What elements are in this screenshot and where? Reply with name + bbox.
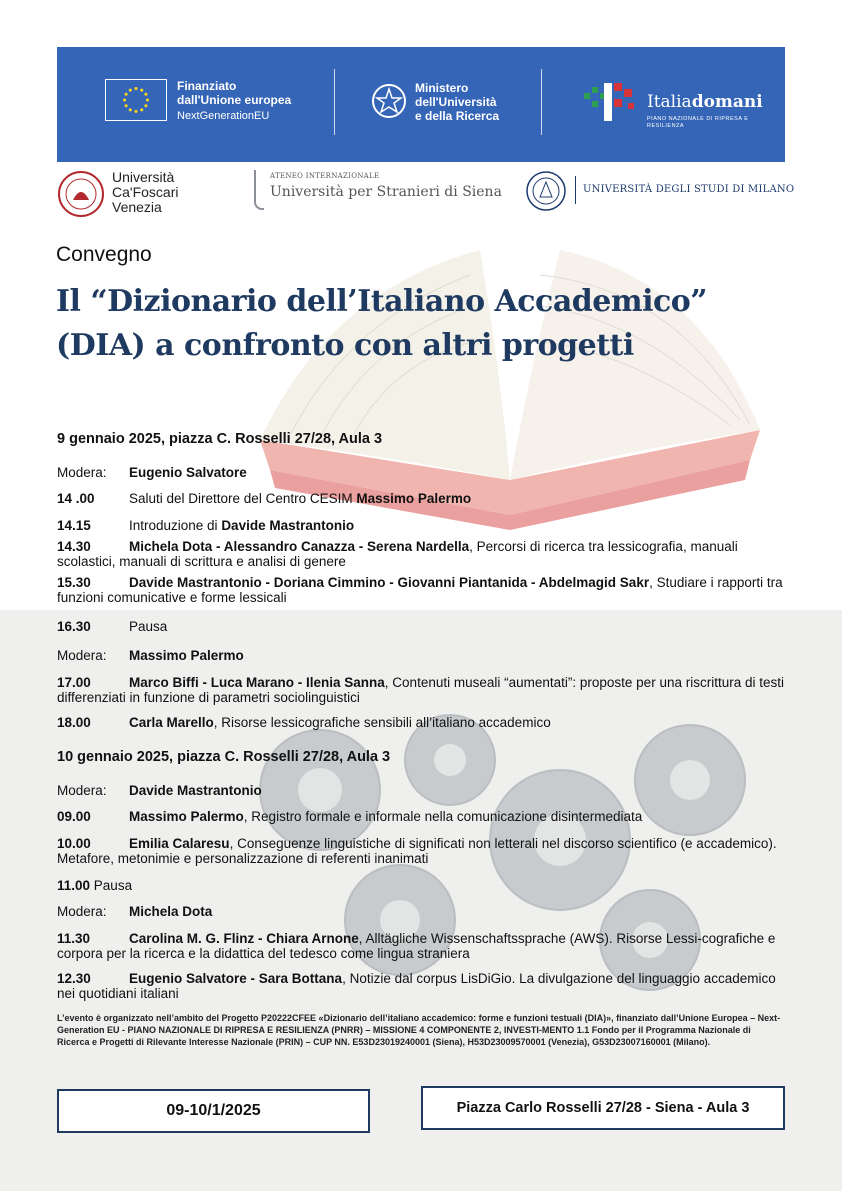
event-kicker: Convegno xyxy=(56,243,152,266)
ca-foscari-logo-text: Università Ca'Foscari Venezia xyxy=(112,169,179,215)
stranieri-logo-mark xyxy=(254,170,264,210)
stranieri-logo-subtitle: ATENEO INTERNAZIONALE xyxy=(270,172,380,180)
program-item: 17.00 Marco Biffi - Luca Marano - Ilenia Sanna, Contenuti museali “aumentati”: proposte per una riscrittura di testi differenziati in funzione di parametri sociolinguistici xyxy=(57,675,784,705)
unimi-logo-text: UNIVERSITÀ DEGLI STUDI DI MILANO xyxy=(583,184,795,195)
eu-funding-text: Finanziato dall'Unione europea NextGenerationEU xyxy=(177,79,292,122)
program-item: 14 .00 Saluti del Direttore del Centro CESIM Massimo Palermo xyxy=(57,491,472,506)
program-item: 12.30 Eugenio Salvatore - Sara Bottana, Notizie dal corpus LisDiGio. La divulgazione del linguaggio accademico nei quotidiani italiani xyxy=(57,971,776,1001)
event-dates-box: 09-10/1/2025 xyxy=(57,1089,370,1133)
banner-divider xyxy=(541,69,542,135)
day2-heading: 10 gennaio 2025, piazza C. Rosselli 27/28, Aula 3 xyxy=(57,749,391,765)
ca-foscari-seal-icon xyxy=(57,170,105,218)
program-item: Modera: Eugenio Salvatore xyxy=(57,465,247,480)
program-item: 11.00 Pausa xyxy=(57,878,133,893)
italian-emblem-icon xyxy=(371,83,407,119)
funding-banner xyxy=(57,47,785,162)
page-title: Il “Dizionario dell’Italiano Accademico” (DIA) a confronto con altri progetti xyxy=(56,284,708,363)
program-item: 09.00 Massimo Palermo, Registro formale e informale nella comunicazione disintermediata xyxy=(57,809,643,824)
program-item: 14.15 Introduzione di Davide Mastrantonio xyxy=(57,518,355,533)
eu-flag-icon xyxy=(105,79,167,121)
program-item: 10.00 Emilia Calaresu, Conseguenze linguistiche di significati non letterali nel discorso scientifico (e accademico). Metafore, metonimie e personalizzazione di referenti inanimati xyxy=(57,836,777,866)
day1-heading: 9 gennaio 2025, piazza C. Rosselli 27/28, Aula 3 xyxy=(57,431,383,447)
italiadomani-wordmark: Italiadomani xyxy=(647,92,763,112)
funding-footnote: L’evento è organizzato nell’ambito del Progetto P20222CFEE «Dizionario dell’italiano accademico: forme e funzioni testuali (DIA)», finanziato dall’Unione Europea – Next-Generation EU - PIANO NAZIONALE DI RIPRESA E RESILIENZA (PNRR) – MISSIONE 4 COMPONENTE 2, INVESTI-MENTO 1.1 Fondo per il Programma Nazionale di Ricerca e Progetti di Rilevante Interesse Nazionale (PRIN) – CUP NN. E53D23019240001 (Siena), H53D23009570001 (Venezia), G53D23007160001 (Milano). xyxy=(57,1013,781,1047)
italiadomani-logo-icon xyxy=(582,79,642,125)
program-item: Modera: Massimo Palermo xyxy=(57,648,244,663)
stranieri-logo-text: Università per Stranieri di Siena xyxy=(270,184,502,200)
program-item: 16.30 Pausa xyxy=(57,619,168,634)
unimi-divider xyxy=(575,176,576,204)
program-item: 11.30 Carolina M. G. Flinz - Chiara Arnone, Alltägliche Wissenschaftssprache (AWS). Risorse Lessi-cografiche e corpora per la ricerca e la didattica del tedesco come lingua straniera xyxy=(57,931,776,961)
italiadomani-subtitle: PIANO NAZIONALE DI RIPRESA E RESILIENZA xyxy=(647,116,749,129)
program-item: 15.30 Davide Mastrantonio - Doriana Cimmino - Giovanni Piantanida - Abdelmagid Sakr, Studiare i rapporti tra funzioni comunicative e forme lessicali xyxy=(57,575,783,605)
unimi-seal-icon xyxy=(525,170,567,212)
ministry-text: Ministero dell'Università e della Ricerca xyxy=(415,81,500,123)
program-item: 14.30 Michela Dota - Alessandro Canazza - Serena Nardella, Percorsi di ricerca tra lessicografia, manuali scolastici, manuali di scrittura e analisi di genere xyxy=(57,539,738,569)
program-item: Modera: Davide Mastrantonio xyxy=(57,783,262,798)
program-item: Modera: Michela Dota xyxy=(57,904,213,919)
program-item: 18.00 Carla Marello, Risorse lessicografiche sensibili all’italiano accademico xyxy=(57,715,551,730)
banner-divider xyxy=(334,69,335,135)
event-location-box: Piazza Carlo Rosselli 27/28 - Siena - Aula 3 xyxy=(421,1086,785,1130)
